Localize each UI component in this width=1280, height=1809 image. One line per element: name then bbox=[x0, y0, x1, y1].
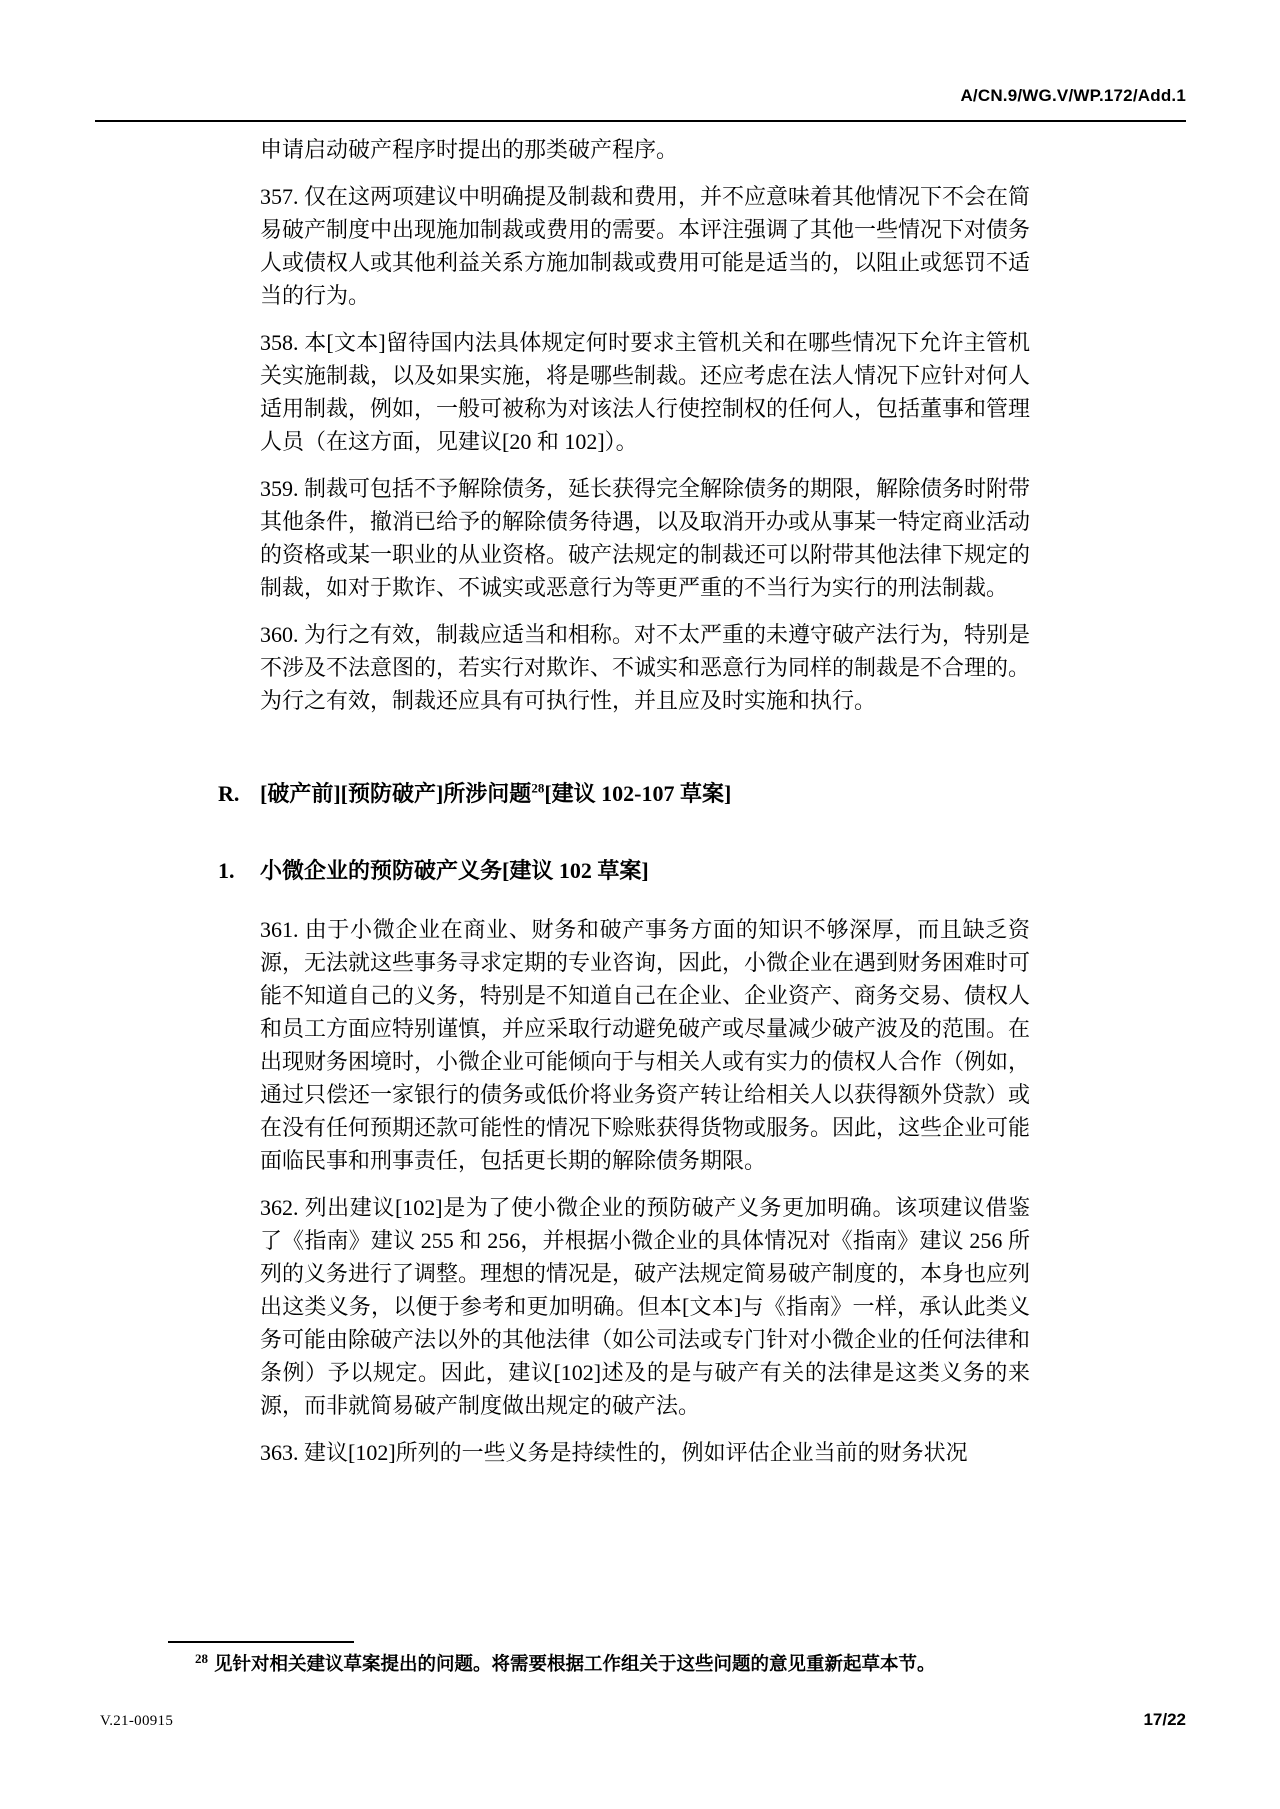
paragraph-number: 361. bbox=[260, 917, 299, 942]
paragraph-360 bbox=[260, 618, 1030, 717]
paragraph-text: 由于小微企业在商业、财务和破产事务方面的知识不够深厚，而且缺乏资源，无法就这些事务寻求定期的专业咨询，因此，小微企业在遇到财务困难时可能不知道自己的义务，特别是不知道自己在企业、企业资产、商务交易、债权人和员工方面应特别谨慎，并应采取行动避免破产或尽量减少破产波及的范围。在出现财务困境时，小微企业可能倾向于与相关人或有实力的债权人合作（例如，通过只偿还一家银行的债务或低价将业务资产转让给相关人以获得额外贷款）或在没有任何预期还款可能性的情况下赊账获得货物或服务。因此，这些企业可能面临民事和刑事责任，包括更长期的解除债务期限。 bbox=[260, 917, 1031, 1173]
paragraph-text: 本[文本]留待国内法具体规定何时要求主管机关和在哪些情况下允许主管机关实施制裁，以及如果实施，将是哪些制裁。还应考虑在法人情况下应针对何人适用制裁，例如，一般可被称为对该法人行使控制权的任何人，包括董事和管理人员（在这方面，见建议[20 和 102]）。 bbox=[260, 330, 1031, 454]
page-footer bbox=[100, 1710, 1186, 1730]
subsection-title: 小微企业的预防破产义务[建议 102 草案] bbox=[260, 858, 649, 883]
paragraph-text: 制裁可包括不予解除债务，延长获得完全解除债务的期限，解除债务时附带其他条件，撤消已给予的解除债务待遇，以及取消开办或从事某一特定商业活动的资格或某一职业的从业资格。破产法规定的制裁还可以附带其他法律下规定的制裁，如对于欺诈、不诚实或恶意行为等更严重的不当行为实行的刑法制裁。 bbox=[260, 476, 1031, 600]
paragraph-361 bbox=[260, 913, 1030, 1177]
paragraph-359 bbox=[260, 472, 1030, 604]
paragraph-text: 仅在这两项建议中明确提及制裁和费用，并不应意味着其他情况下不会在简易破产制度中出现施加制裁或费用的需要。本评注强调了其他一些情况下对债务人或债权人或其他利益关系方施加制裁或费用可能是适当的，以阻止或惩罚不适当的行为。 bbox=[260, 184, 1031, 308]
section-heading-r bbox=[218, 777, 1030, 810]
document-symbol: A/CN.9/WG.V/WP.172/Add.1 bbox=[960, 86, 1186, 105]
paragraph-continuation: 申请启动破产程序时提出的那类破产程序。 bbox=[260, 137, 679, 162]
section-label: R. bbox=[218, 781, 240, 806]
subsection-label: 1. bbox=[218, 858, 235, 883]
section-title-post: [建议 102-107 草案] bbox=[544, 781, 732, 806]
paragraph-358 bbox=[260, 326, 1030, 458]
paragraph-number: 360. bbox=[260, 622, 299, 647]
footnote-28 bbox=[168, 1652, 1128, 1679]
paragraph-text: 为行之有效，制裁应适当和相称。对不太严重的未遵守破产法行为，特别是不涉及不法意图的，若实行对欺诈、不诚实和恶意行为同样的制裁是不合理的。为行之有效，制裁还应具有可执行性，并且应及时实施和执行。 bbox=[260, 622, 1031, 713]
footnote-text: 见针对相关建议草案提出的问题。将需要根据工作组关于这些问题的意见重新起草本节。 bbox=[214, 1655, 936, 1675]
subsection-heading-1 bbox=[218, 854, 1030, 887]
page-number: 17/22 bbox=[1143, 1710, 1186, 1729]
paragraph-357 bbox=[260, 180, 1030, 312]
paragraph-363 bbox=[260, 1436, 1030, 1469]
paragraph-number: 358. bbox=[260, 330, 299, 355]
paragraph-text: 列出建议[102]是为了使小微企业的预防破产义务更加明确。该项建议借鉴了《指南》建议 255 和 256，并根据小微企业的具体情况对《指南》建议 256 所列的义务进行了调整。理想的情况是，破产法规定简易破产制度的，本身也应列出这类义务，以便于参考和更加明确。但本[文本]与《指南》一样，承认此类义务可能由除破产法以外的其他法律（如公司法或专门针对小微企业的任何法律和条例）予以规定。因此，建议[102]述及的是与破产有关的法律是这类义务的来源，而非就简易破产制度做出规定的破产法。 bbox=[260, 1195, 1031, 1418]
job-number: V.21-00915 bbox=[100, 1713, 174, 1729]
paragraph-number: 357. bbox=[260, 184, 299, 209]
section-title bbox=[260, 781, 731, 806]
footnote-separator bbox=[168, 1641, 354, 1643]
footnote-marker: 28 bbox=[195, 1650, 208, 1666]
paragraph-number: 359. bbox=[260, 476, 299, 501]
header-rule bbox=[95, 120, 1186, 122]
footnote-reference: 28 bbox=[531, 780, 545, 796]
document-body bbox=[218, 133, 1031, 1483]
footnote-area bbox=[168, 1641, 1128, 1679]
paragraph-number: 362. bbox=[260, 1195, 299, 1220]
paragraph-362 bbox=[260, 1191, 1030, 1422]
paragraph-number: 363. bbox=[260, 1440, 299, 1465]
paragraph-text: 建议[102]所列的一些义务是持续性的，例如评估企业当前的财务状况 bbox=[304, 1440, 968, 1465]
section-title-pre: [破产前][预防破产]所涉问题 bbox=[260, 781, 532, 806]
